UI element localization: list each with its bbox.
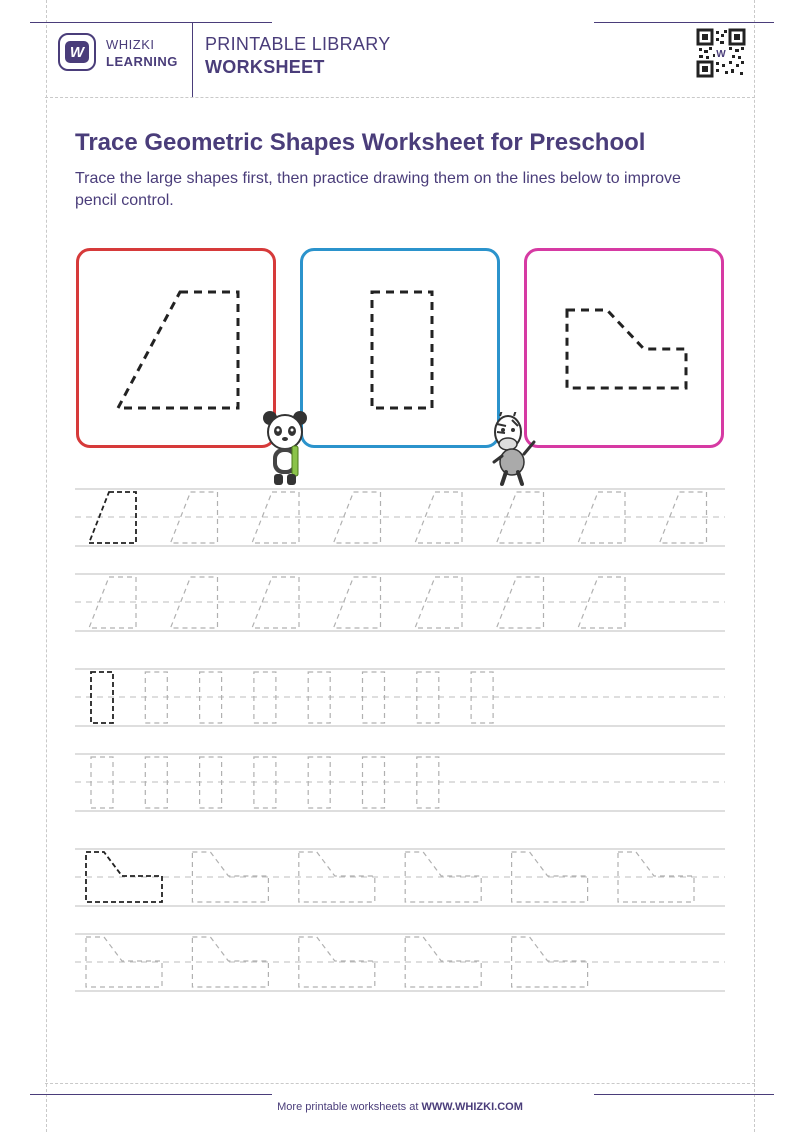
practice-row-pentagon — [75, 849, 725, 906]
section-type: WORKSHEET — [205, 57, 325, 77]
practice-row-rectangle — [75, 669, 725, 726]
worksheet-instructions: Trace the large shapes first, then practice drawing them on the lines below to improve pencil control. — [75, 170, 681, 209]
practice-row-trapezoid — [75, 489, 725, 546]
brand-name: WHIZKI — [106, 37, 155, 52]
section-label: PRINTABLE LIBRARY — [205, 34, 391, 54]
practice-row-rectangle — [75, 754, 725, 811]
worksheet-title: Trace Geometric Shapes Worksheet for Preschool — [75, 129, 646, 156]
footer-link[interactable]: WWW.WHIZKI.COM — [421, 1101, 523, 1113]
practice-row-trapezoid — [75, 574, 725, 631]
brand-subname: LEARNING — [106, 54, 178, 69]
logo-mark: W — [65, 41, 89, 63]
svg-text:W: W — [716, 49, 726, 60]
practice-row-pentagon — [75, 934, 725, 991]
footer — [0, 1101, 800, 1113]
footer-text: More printable worksheets at — [277, 1101, 422, 1113]
